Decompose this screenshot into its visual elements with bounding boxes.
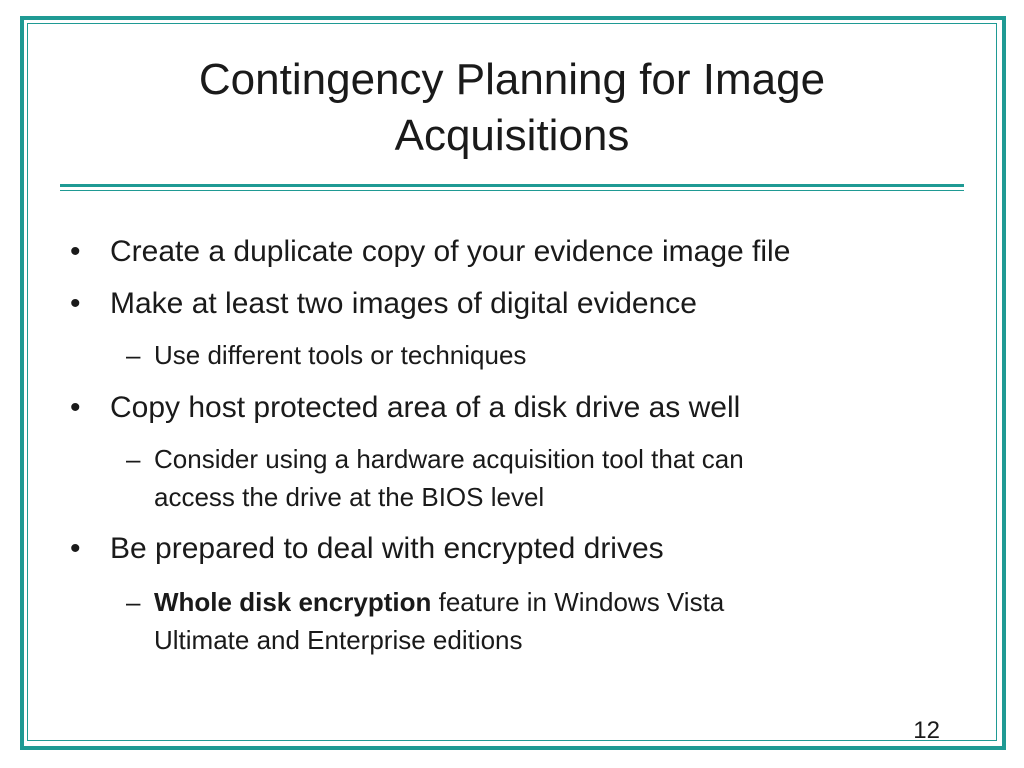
sub-bullet-text-line-2: Ultimate and Enterprise editions: [154, 625, 523, 655]
sub-bullet-item: [126, 440, 926, 516]
bullet-marker: •: [70, 532, 81, 565]
bullet-marker: •: [70, 391, 81, 424]
bullet-item: [70, 234, 970, 270]
sub-bullet-marker: –: [126, 444, 141, 474]
bullet-text: Copy host protected area of a disk drive as well: [110, 391, 741, 424]
sub-bullet-text: Use different tools or techniques: [154, 340, 527, 370]
bullet-item: [70, 390, 970, 426]
bullet-text: Make at least two images of digital evidence: [110, 287, 697, 320]
slide-title-line-2: Acquisitions: [394, 111, 630, 160]
slide-title: [60, 52, 964, 164]
bullet-marker: •: [70, 235, 81, 268]
sub-bullet-text-line-2: access the drive at the BIOS level: [154, 482, 545, 512]
bullet-item: [70, 286, 970, 322]
sub-bullet-item: [126, 583, 926, 659]
bullet-marker: •: [70, 287, 81, 320]
page-number: 12: [913, 717, 940, 744]
sub-bullet-item: [126, 336, 926, 374]
title-divider-thin: [60, 190, 964, 191]
sub-bullet-bold-term: Whole disk encryption: [154, 587, 432, 617]
bullet-text: Be prepared to deal with encrypted drives: [110, 532, 664, 565]
title-divider-thick: [60, 184, 964, 187]
sub-bullet-text-rest: feature in Windows Vista: [431, 587, 725, 617]
bullet-text: Create a duplicate copy of your evidence image file: [110, 235, 791, 268]
sub-bullet-text-line-1: Consider using a hardware acquisition tool that can: [154, 444, 744, 474]
sub-bullet-text: [126, 583, 926, 659]
sub-bullet-marker: –: [126, 587, 141, 617]
sub-bullet-marker: –: [126, 340, 141, 370]
sub-bullet-text: [126, 440, 926, 516]
slide-title-line-1: Contingency Planning for Image: [198, 55, 826, 104]
bullet-item: [70, 531, 970, 567]
